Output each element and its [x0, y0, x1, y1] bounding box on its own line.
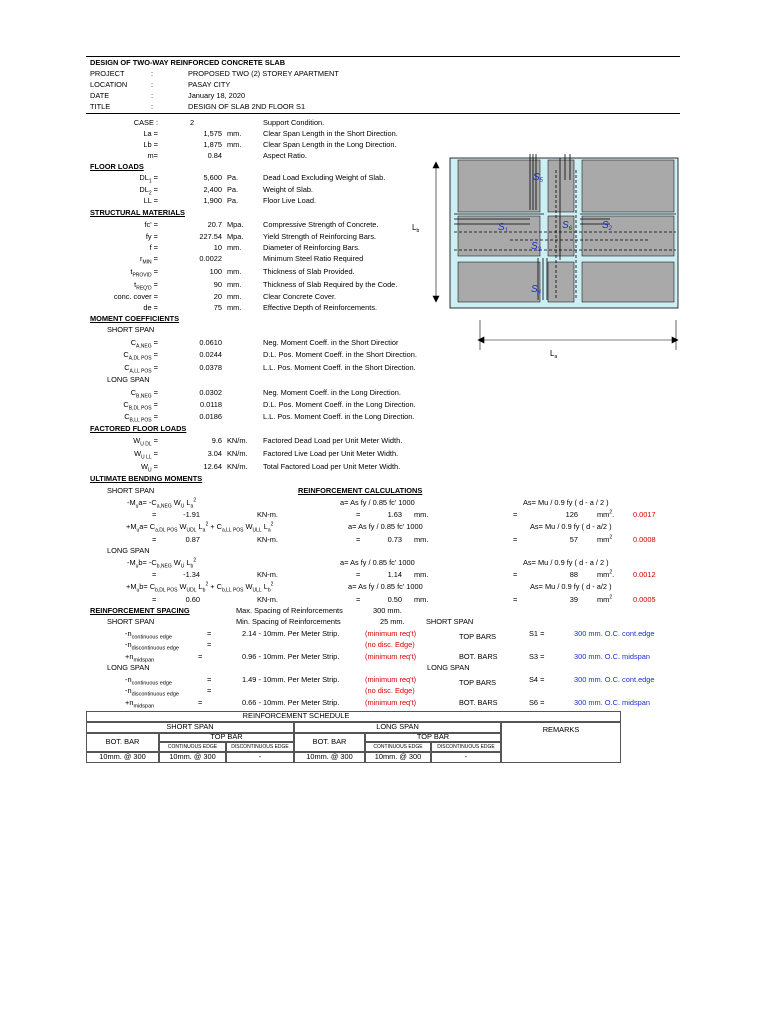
section-heading: ULTIMATE BENDING MOMENTS — [90, 474, 203, 483]
material-value: 75 — [213, 303, 222, 312]
a-value: 1.14 — [387, 570, 402, 579]
eq-sign: = — [513, 570, 518, 579]
header-label: DATE — [90, 91, 110, 100]
eq-sign: = — [207, 686, 212, 695]
header-label: PROJECT — [90, 69, 125, 78]
material-desc: Thickness of Slab Required by the Code. — [263, 280, 398, 289]
param-desc: Support Condition. — [263, 118, 325, 127]
spacing-value: 2.14 - 10mm. Per Meter Strip. — [242, 629, 340, 638]
spacing-note: (no disc. Edge) — [365, 686, 415, 695]
spacing-note: (minimum req't) — [365, 652, 417, 661]
param-desc: Clear Span Length in the Long Direction. — [263, 140, 397, 149]
spacing-value: 1.49 - 10mm. Per Meter Strip. — [242, 675, 340, 684]
a-unit: mm. — [414, 510, 429, 519]
moment-unit: KN-m. — [257, 510, 278, 519]
label-lb: $L_b$ — [412, 223, 420, 234]
schedule-short-top-header: TOP BAR — [210, 732, 243, 741]
schedule-remarks-header: REMARKS — [542, 725, 580, 734]
factored-desc: Factored Live Load per Unit Meter Width. — [263, 449, 399, 458]
eq-sign: = — [207, 629, 212, 638]
as-value: 88 — [569, 570, 578, 579]
coeff-desc: D.L. Pos. Moment Coeff. in the Long Direction. — [263, 400, 416, 409]
moment-unit: KN-m. — [257, 535, 278, 544]
slab-panel-top-right — [582, 160, 674, 212]
page-title: DESIGN OF TWO-WAY REINFORCED CONCRETE SLAB — [90, 58, 286, 67]
coeff-value: 0.0610 — [199, 338, 222, 347]
spacing-label: $+n_{midspan}$ — [125, 698, 155, 710]
spacing-note: (no disc. Edge) — [365, 640, 415, 649]
param-unit: mm. — [227, 129, 242, 138]
material-desc: Thickness of Slab Provided. — [263, 267, 355, 276]
material-unit: mm. — [227, 303, 242, 312]
schedule-long-bot-header: BOT. BAR — [312, 737, 347, 746]
coeff-value: 0.0186 — [199, 412, 222, 421]
material-label: f = — [149, 243, 158, 252]
a-value: 0.50 — [387, 595, 402, 604]
slab-panel-bot-mid — [548, 262, 574, 302]
schedule-short-cont-header: CONTINUOUS EDGE — [167, 744, 218, 750]
factored-unit: KN/m. — [227, 449, 248, 458]
coeff-value: 0.0244 — [199, 350, 222, 359]
moment-unit: KN-m. — [257, 595, 278, 604]
slab-panel-bot-right — [582, 262, 674, 302]
factored-unit: KN/m. — [227, 462, 248, 471]
factored-value: 12.64 — [203, 462, 222, 471]
a-unit: mm. — [414, 570, 429, 579]
schedule-long-span-header: LONG SPAN — [376, 722, 419, 731]
material-label: fy = — [145, 232, 158, 241]
load-label: $DL_1$ = — [139, 173, 158, 185]
eq-sign: = — [356, 510, 361, 519]
a-unit: mm. — [414, 535, 429, 544]
spacing-id: S6 = — [529, 698, 545, 707]
reinforcement-schedule-table — [86, 711, 621, 763]
bar-position: TOP BARS — [459, 632, 497, 641]
load-unit: Pa. — [227, 173, 239, 182]
material-value: 227.54 — [199, 232, 222, 241]
section-heading: FACTORED FLOOR LOADS — [90, 424, 187, 433]
eq-sign: = — [152, 595, 157, 604]
steel-ratio: 0.0005 — [633, 595, 656, 604]
label-s5: $S_5$ — [533, 172, 544, 184]
moment-value: 0.60 — [185, 595, 200, 604]
as-unit: $mm^2$. — [597, 509, 615, 519]
material-unit: mm. — [227, 243, 242, 252]
bar-position: BOT. BARS — [459, 652, 498, 661]
moment-value: -1.34 — [183, 570, 200, 579]
header-value: DESIGN OF SLAB 2ND FLOOR S1 — [188, 102, 306, 111]
eq-sign: = — [207, 675, 212, 684]
slab-plan-diagram — [410, 150, 680, 370]
schedule-long-disc-header: DISCONTINUOUS EDGE — [437, 744, 495, 750]
label-s2: $S_2$ — [602, 220, 613, 232]
schedule-title: REINFORCEMENT SCHEDULE — [242, 711, 350, 720]
param-label: m= — [147, 151, 158, 160]
a-value: 0.73 — [387, 535, 402, 544]
bar-position: TOP BARS — [459, 678, 497, 687]
a-formula: a= As fy / 0.85 fc' 1000 — [340, 558, 415, 567]
bar-position: BOT. BARS — [459, 698, 498, 707]
material-desc: Minimum Steel Ratio Required — [263, 254, 364, 263]
header-colon: : — [151, 102, 154, 111]
header-colon: : — [151, 69, 154, 78]
as-formula: As= Mu / 0.9 fy ( d - a / 2 ) — [523, 498, 609, 507]
schedule-long-cont-header: CONTINUOUS EDGE — [373, 744, 423, 750]
spacing-note: (minimum req't) — [365, 629, 417, 638]
label-s4: $S_4$ — [531, 284, 542, 296]
param-value: 1,875 — [203, 140, 222, 149]
moment-formula: $+M_ua= C_{a,DL POS}$ $W_{UDL}$ $L_a^2 + C_{a,LL POS}$ $W_{ULL}$ $L_a^2$ — [126, 521, 274, 534]
schedule-long-cont-value: 10mm. @ 300 — [374, 752, 422, 761]
schedule-long-bot-value: 10mm. @ 300 — [306, 752, 353, 761]
material-value: 90 — [213, 280, 222, 289]
spacing-id: S1 = — [529, 629, 545, 638]
param-desc: Clear Span Length in the Short Direction. — [263, 129, 398, 138]
param-unit: mm. — [227, 140, 242, 149]
schedule-short-bot-value: 10mm. @ 300 — [99, 752, 146, 761]
label-s3: $S_3$ — [531, 241, 542, 253]
header-rule — [86, 113, 680, 114]
material-value: 100 — [209, 267, 222, 276]
dim-la-arrow-right — [672, 337, 678, 343]
schedule-long-top-header: TOP BAR — [416, 732, 450, 741]
load-unit: Pa. — [227, 196, 239, 205]
steel-ratio: 0.0012 — [633, 570, 656, 579]
as-unit: $mm^2$. — [597, 569, 615, 579]
param-value: 0.84 — [207, 151, 222, 160]
param-desc: Aspect Ratio. — [263, 151, 307, 160]
coeff-desc: Neg. Moment Coeff. in the Long Direction. — [263, 388, 401, 397]
subsection-label: SHORT SPAN — [107, 617, 155, 626]
spacing-id: S3 = — [529, 652, 545, 661]
spacing-result: 300 mm. O.C. cont.edge — [574, 629, 655, 638]
factored-label: $W_U$ = — [141, 462, 158, 474]
material-desc: Effective Depth of Reinforcements. — [263, 303, 378, 312]
moment-value: 0.87 — [185, 535, 200, 544]
param-label: La = — [143, 129, 158, 138]
material-label: de = — [143, 303, 158, 312]
load-label: LL = — [143, 196, 158, 205]
label-s6: $S_6$ — [562, 220, 573, 232]
coeff-label: $C_{A,NEG}$ = — [130, 338, 158, 350]
spacing-label: $-n_{discontinuous edge}$ — [125, 686, 179, 698]
header-label: TITLE — [90, 102, 111, 111]
load-label: $DL_2$ = — [139, 185, 158, 197]
slab-panel-top-left — [458, 160, 540, 212]
eq-sign: = — [198, 698, 203, 707]
material-label: $t_{REQ'D}$ = — [134, 280, 158, 292]
coeff-value: 0.0378 — [199, 363, 222, 372]
coeff-label: $C_{B,NEG}$ = — [130, 388, 158, 400]
a-formula: a= As fy / 0.85 fc' 1000 — [348, 522, 423, 531]
min-spacing-value: 25 mm. — [380, 617, 405, 626]
as-value: 126 — [565, 510, 578, 519]
coeff-label: $C_{B,DL POS}$ = — [123, 400, 158, 412]
material-desc: Compressive Strength of Concrete. — [263, 220, 379, 229]
a-unit: mm. — [414, 595, 429, 604]
moment-value: -1.91 — [183, 510, 200, 519]
material-unit: mm. — [227, 267, 242, 276]
spacing-label: $-n_{discontinuous edge}$ — [125, 640, 179, 652]
eq-sign: = — [152, 570, 157, 579]
spacing-result: 300 mm. O.C. midspan — [574, 698, 650, 707]
moment-unit: KN-m. — [257, 570, 278, 579]
spacing-label: $+n_{midspan}$ — [125, 652, 155, 664]
coeff-desc: L.L. Pos. Moment Coeff. in the Long Direction. — [263, 412, 415, 421]
as-formula: As= Mu / 0.9 fy ( d - a/2 ) — [530, 522, 612, 531]
schedule-long-disc-value: - — [464, 752, 468, 761]
min-spacing-label: Min. Spacing of Reinforcements — [236, 617, 341, 626]
header-value: PASAY CITY — [188, 80, 231, 89]
spacing-result: 300 mm. O.C. cont.edge — [574, 675, 655, 684]
as-unit: $mm^2$ — [597, 534, 613, 544]
eq-sign: = — [356, 535, 361, 544]
load-desc: Floor Live Load. — [263, 196, 316, 205]
dim-lb-arrow-top — [433, 162, 439, 168]
load-desc: Weight of Slab. — [263, 185, 313, 194]
dim-lb-arrow-bottom — [433, 296, 439, 302]
spacing-note: (minimum req't) — [365, 698, 417, 707]
section-heading: STRUCTURAL MATERIALS — [90, 208, 185, 217]
material-label: conc. cover = — [113, 292, 158, 301]
param-label: Lb = — [143, 140, 158, 149]
material-desc: Yield Strength of Reinforcing Bars. — [263, 232, 377, 241]
load-desc: Dead Load Excluding Weight of Slab. — [263, 173, 386, 182]
label-la: $L_a$ — [550, 349, 558, 360]
material-value: 20 — [213, 292, 222, 301]
material-unit: mm. — [227, 280, 242, 289]
schedule-short-span-header: SHORT SPAN — [166, 722, 214, 731]
header-value: PROPOSED TWO (2) STOREY APARTMENT — [188, 69, 339, 78]
short-span-col-label: SHORT SPAN — [426, 617, 474, 626]
dim-la-arrow-left — [478, 337, 484, 343]
eq-sign: = — [152, 535, 157, 544]
slab-panel-bot-left — [458, 262, 540, 302]
subsection-label: LONG SPAN — [107, 375, 150, 384]
schedule-short-disc-header: DISCONTINUOUS EDGE — [231, 744, 289, 750]
factored-label: $W_{U DL}$ = — [133, 436, 158, 448]
load-value: 5,600 — [203, 173, 222, 182]
eq-sign: = — [207, 640, 212, 649]
max-spacing-value: 300 mm. — [373, 606, 402, 615]
subsection-label: LONG SPAN — [107, 546, 150, 555]
load-value: 2,400 — [203, 185, 222, 194]
schedule-short-disc-value: - — [258, 752, 262, 761]
coeff-desc: L.L. Pos. Moment Coeff. in the Short Direction. — [263, 363, 416, 372]
factored-value: 9.6 — [211, 436, 222, 445]
material-unit: Mpa. — [227, 232, 244, 241]
eq-sign: = — [198, 652, 203, 661]
moment-formula: $-M_ua= -C_{a,NEG}$ $W_U$ $L_a^2$ — [127, 497, 197, 510]
material-desc: Clear Concrete Cover. — [263, 292, 337, 301]
moment-formula: $+M_ub= C_{b,DL POS}$ $W_{UDL}$ $L_b^2 + C_{b,LL POS}$ $W_{ULL}$ $L_b^2$ — [126, 581, 274, 594]
coeff-label: $C_{A,DL POS}$ = — [123, 350, 158, 362]
coeff-value: 0.0302 — [199, 388, 222, 397]
material-value: 10 — [213, 243, 222, 252]
material-label: $t_{PROVID}$ = — [130, 267, 158, 279]
label-s1: $S_1$ — [498, 222, 509, 234]
material-unit: Mpa. — [227, 220, 244, 229]
as-value: 57 — [569, 535, 578, 544]
coeff-desc: Neg. Moment Coeff. in the Short Directior — [263, 338, 399, 347]
schedule-short-bot-header: BOT. BAR — [105, 737, 140, 746]
eq-sign: = — [513, 595, 518, 604]
max-spacing-label: Max. Spacing of Reinforcements — [236, 606, 343, 615]
as-unit: $mm^2$ — [597, 594, 613, 604]
param-label: CASE : — [133, 118, 158, 127]
reinf-calc-heading: REINFORCEMENT CALCULATIONS — [298, 486, 423, 495]
eq-sign: = — [152, 510, 157, 519]
long-span-col-label: LONG SPAN — [427, 663, 470, 672]
steel-ratio: 0.0008 — [633, 535, 656, 544]
material-unit: mm. — [227, 292, 242, 301]
eq-sign: = — [513, 535, 518, 544]
spacing-value: 0.66 - 10mm. Per Meter Strip. — [242, 698, 340, 707]
diagram-outline — [450, 158, 678, 308]
spacing-label: $-n_{continuous edge}$ — [125, 675, 172, 687]
param-value: 1,575 — [203, 129, 222, 138]
material-label: fc' = — [144, 220, 158, 229]
steel-ratio: 0.0017 — [633, 510, 656, 519]
coeff-value: 0.0118 — [199, 400, 222, 409]
coeff-label: $C_{B,LL POS}$ = — [124, 412, 158, 424]
material-desc: Diameter of Reinforcing Bars. — [263, 243, 360, 252]
load-unit: Pa. — [227, 185, 239, 194]
spacing-id: S4 = — [529, 675, 545, 684]
factored-unit: KN/m. — [227, 436, 248, 445]
a-formula: a= As fy / 0.85 fc' 1000 — [348, 582, 423, 591]
eq-sign: = — [356, 595, 361, 604]
spacing-result: 300 mm. O.C. midspan — [574, 652, 650, 661]
header-rule — [86, 56, 680, 57]
schedule-short-cont-value: 10mm. @ 300 — [169, 752, 216, 761]
header-value: January 18, 2020 — [188, 91, 246, 100]
moment-formula: $-M_ub= -C_{b,NEG}$ $W_U$ $L_b^2$ — [127, 557, 197, 570]
subsection-label: LONG SPAN — [107, 663, 150, 672]
spacing-label: $-n_{continuous edge}$ — [125, 629, 172, 641]
factored-value: 3.04 — [207, 449, 222, 458]
a-formula: a= As fy / 0.85 fc' 1000 — [340, 498, 415, 507]
coeff-desc: D.L. Pos. Moment Coeff. in the Short Direction. — [263, 350, 417, 359]
section-heading: MOMENT COEFFICIENTS — [90, 314, 180, 323]
subsection-label: SHORT SPAN — [107, 486, 155, 495]
material-value: 20.7 — [207, 220, 222, 229]
param-value: 2 — [190, 118, 195, 127]
as-value: 39 — [569, 595, 578, 604]
spacing-value: 0.96 - 10mm. Per Meter Strip. — [242, 652, 340, 661]
header-colon: : — [151, 80, 154, 89]
material-label: $r_{MIN}$ = — [139, 254, 158, 266]
as-formula: As= Mu / 0.9 fy ( d - a / 2 ) — [523, 558, 609, 567]
load-value: 1,900 — [203, 196, 222, 205]
header-colon: : — [151, 91, 154, 100]
coeff-label: $C_{A,LL POS}$ = — [124, 363, 158, 375]
factored-label: $W_{U LL}$ = — [134, 449, 158, 461]
subsection-label: SHORT SPAN — [107, 325, 155, 334]
a-value: 1.63 — [387, 510, 402, 519]
section-heading: FLOOR LOADS — [90, 162, 144, 171]
spacing-note: (minimum req't) — [365, 675, 417, 684]
header-label: LOCATION — [90, 80, 128, 89]
eq-sign: = — [513, 510, 518, 519]
eq-sign: = — [356, 570, 361, 579]
factored-desc: Total Factored Load per Unit Meter Width. — [263, 462, 401, 471]
material-value: 0.0022 — [199, 254, 222, 263]
section-heading: REINFORCEMENT SPACING — [90, 606, 190, 615]
factored-desc: Factored Dead Load per Unit Meter Width. — [263, 436, 403, 445]
as-formula: As= Mu / 0.9 fy ( d - a/2 ) — [530, 582, 612, 591]
